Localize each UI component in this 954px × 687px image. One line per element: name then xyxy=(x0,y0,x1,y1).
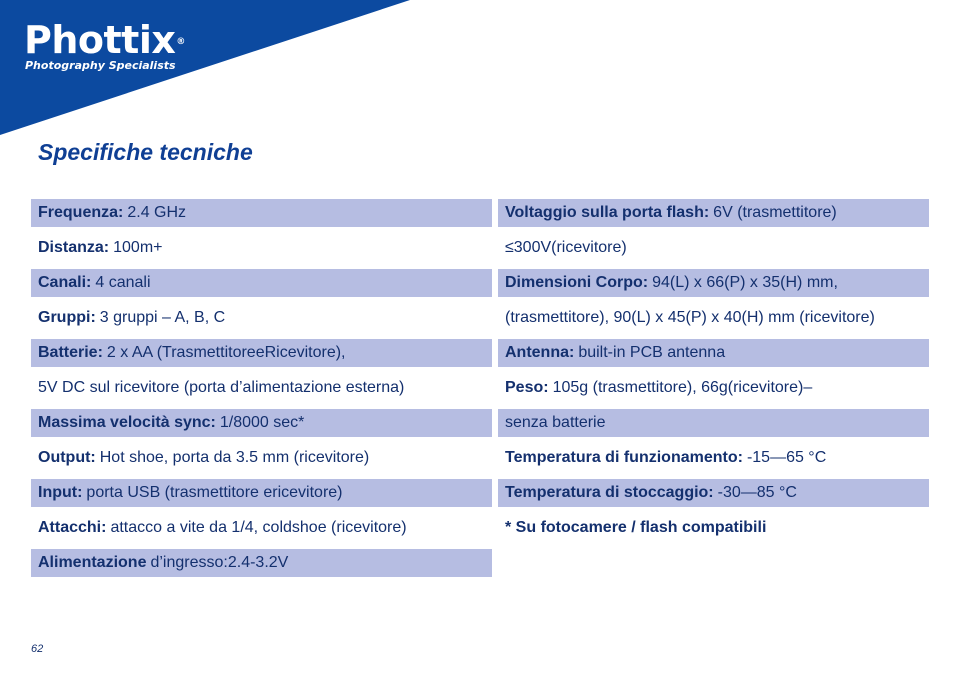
spec-row xyxy=(498,514,929,542)
spec-row xyxy=(498,234,929,262)
spec-row xyxy=(498,374,929,402)
spec-label: Temperatura di funzionamento: xyxy=(505,449,743,466)
spec-row xyxy=(31,409,492,437)
spec-label: Antenna: xyxy=(505,344,575,361)
spec-row xyxy=(498,409,929,437)
spec-value: ≤300V(ricevitore) xyxy=(505,239,627,256)
brand-logo xyxy=(24,20,184,60)
spec-value: 4 canali xyxy=(95,274,151,291)
spec-value: 2 x AA (TrasmettitoreeRicevitore), xyxy=(106,344,346,361)
spec-value: 2.4 GHz xyxy=(127,204,187,221)
spec-row xyxy=(498,479,929,507)
spec-label: Temperatura di stoccaggio: xyxy=(505,484,714,501)
spec-label: Voltaggio sulla porta flash: xyxy=(505,204,710,221)
registered-mark: ® xyxy=(176,37,185,47)
spec-value: d’ingresso:2.4-3.2V xyxy=(150,554,289,571)
spec-value: senza batterie xyxy=(505,414,606,431)
spec-value: porta USB (trasmettitore ericevitore) xyxy=(86,484,343,501)
page-number: 62 xyxy=(31,643,44,655)
spec-label: Attacchi: xyxy=(38,519,107,536)
spec-row xyxy=(31,269,492,297)
spec-label: Distanza: xyxy=(38,239,110,256)
spec-label: Frequenza: xyxy=(38,204,124,221)
spec-label: Output: xyxy=(38,449,96,466)
spec-row xyxy=(498,304,929,332)
spec-label: Input: xyxy=(38,484,83,501)
spec-row xyxy=(31,374,492,402)
spec-column-left xyxy=(31,199,492,584)
spec-label: Alimentazione xyxy=(38,554,147,571)
spec-value: 105g (trasmettitore), 66g(ricevitore)– xyxy=(552,379,813,396)
spec-row xyxy=(31,304,492,332)
spec-value: 5V DC sul ricevitore (porta d’alimentazione esterna) xyxy=(38,379,405,396)
spec-value: 94(L) x 66(P) x 35(H) mm, xyxy=(652,274,838,291)
spec-value: (trasmettitore), 90(L) x 45(P) x 40(H) mm (ricevitore) xyxy=(505,309,875,326)
brand-name: Phottix xyxy=(24,18,176,62)
spec-value: attacco a vite da 1/4, coldshoe (ricevitore) xyxy=(110,519,407,536)
spec-row xyxy=(31,514,492,542)
spec-row xyxy=(498,339,929,367)
spec-row xyxy=(31,199,492,227)
spec-row xyxy=(31,549,492,577)
spec-label: Batterie: xyxy=(38,344,103,361)
spec-label: Peso: xyxy=(505,379,549,396)
spec-value: -30—85 °C xyxy=(717,484,797,501)
spec-row xyxy=(498,199,929,227)
spec-label: * Su fotocamere / flash compatibili xyxy=(505,519,767,536)
spec-value: -15—65 °C xyxy=(746,449,827,466)
brand-tagline: Photography Specialists xyxy=(25,59,176,72)
spec-value: Hot shoe, porta da 3.5 mm (ricevitore) xyxy=(99,449,370,466)
spec-label: Gruppi: xyxy=(38,309,96,326)
spec-label: Dimensioni Corpo: xyxy=(505,274,649,291)
spec-value: built-in PCB antenna xyxy=(578,344,726,361)
spec-row xyxy=(31,444,492,472)
spec-row xyxy=(31,234,492,262)
spec-value: 3 gruppi – A, B, C xyxy=(99,309,226,326)
spec-label: Massima velocità sync: xyxy=(38,414,216,431)
spec-value: 100m+ xyxy=(113,239,163,256)
spec-value: 1/8000 sec* xyxy=(219,414,305,431)
spec-row xyxy=(498,269,929,297)
page-title: Specifiche tecniche xyxy=(38,139,253,165)
spec-label: Canali: xyxy=(38,274,92,291)
spec-row xyxy=(31,479,492,507)
spec-column-right xyxy=(498,199,929,549)
spec-row xyxy=(31,339,492,367)
spec-value: 6V (trasmettitore) xyxy=(713,204,837,221)
spec-row xyxy=(498,444,929,472)
